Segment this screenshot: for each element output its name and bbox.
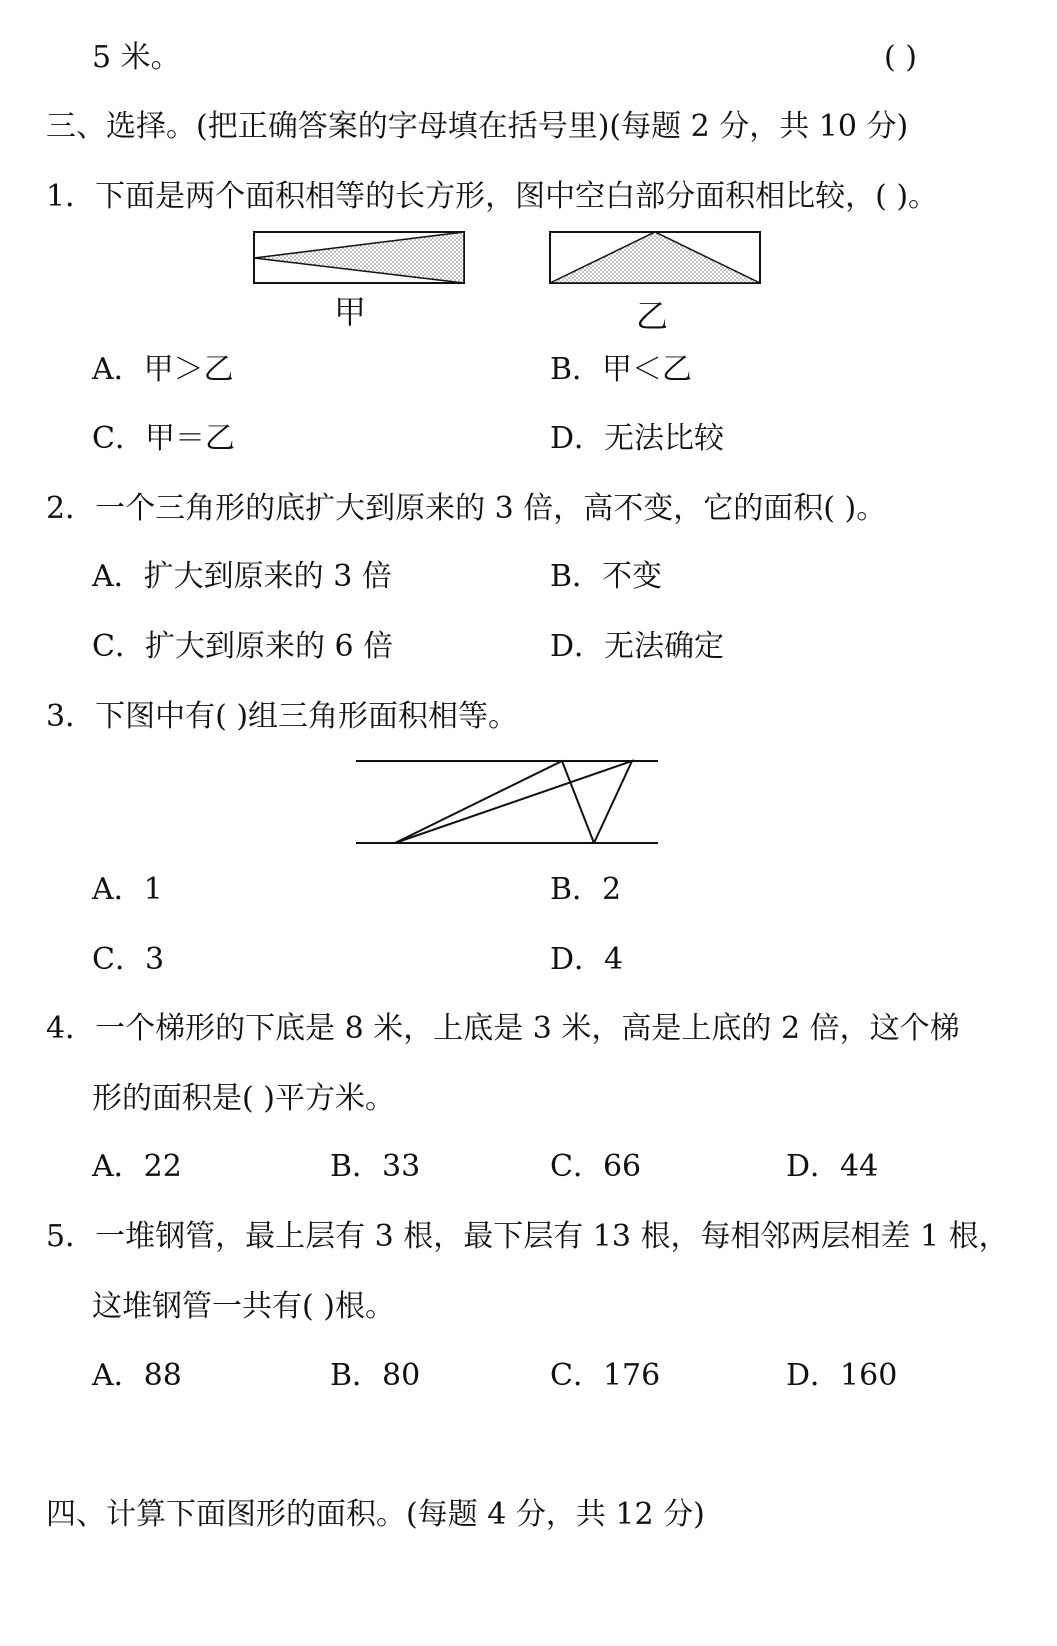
q2-option-d[interactable]: D．无法确定: [550, 629, 725, 664]
q5-stem-line2: 这堆钢管一共有( )根。: [92, 1289, 395, 1324]
label-yi: 乙: [636, 297, 669, 335]
q2-option-c[interactable]: C．扩大到原来的 6 倍: [92, 629, 394, 664]
q2-option-a[interactable]: A．扩大到原来的 3 倍: [92, 559, 392, 594]
q3-option-d[interactable]: D．4: [550, 942, 624, 977]
q3-option-c[interactable]: C．3: [92, 942, 165, 977]
q4-option-d[interactable]: D．44: [786, 1149, 879, 1184]
q5-option-d[interactable]: D．160: [786, 1358, 898, 1393]
q1-figure: [0, 225, 1057, 305]
q4-option-b[interactable]: B．33: [330, 1149, 421, 1184]
q1-option-c[interactable]: C．甲＝乙: [92, 421, 235, 456]
q1-option-a[interactable]: A．甲＞乙: [92, 352, 234, 387]
section-3-heading: 三、选择。(把正确答案的字母填在括号里)(每题 2 分，共 10 分): [46, 109, 909, 144]
prev-question-tail: 5 米。: [92, 40, 181, 75]
q4-option-c[interactable]: C．66: [550, 1149, 642, 1184]
triangle-1: [395, 761, 594, 843]
q3-stem: 3．下图中有( )组三角形面积相等。: [46, 699, 519, 734]
q2-stem: 2．一个三角形的底扩大到原来的 3 倍，高不变，它的面积( )。: [46, 491, 887, 526]
q5-option-c[interactable]: C．176: [550, 1358, 661, 1393]
label-jia: 甲: [334, 293, 367, 331]
q4-stem-line2: 形的面积是( )平方米。: [92, 1081, 395, 1116]
q3-figure: [0, 752, 1057, 852]
section-4-heading: 四、计算下面图形的面积。(每题 4 分，共 12 分): [46, 1497, 705, 1532]
q2-option-b[interactable]: B．不变: [550, 559, 663, 594]
q5-option-a[interactable]: A．88: [92, 1358, 182, 1393]
answer-bracket[interactable]: ( ): [884, 40, 917, 75]
q5-option-b[interactable]: B．80: [330, 1358, 421, 1393]
triangle-2: [395, 761, 632, 843]
q4-option-a[interactable]: A．22: [92, 1149, 182, 1184]
q5-stem-line1: 5．一堆钢管，最上层有 3 根，最下层有 13 根，每相邻两层相差 1 根，: [46, 1219, 1009, 1254]
q1-stem: 1．下面是两个面积相等的长方形，图中空白部分面积相比较，( )。: [46, 179, 939, 214]
q3-option-a[interactable]: A．1: [92, 872, 163, 907]
q3-option-b[interactable]: B．2: [550, 872, 622, 907]
q4-stem-line1: 4．一个梯形的下底是 8 米，上底是 3 米，高是上底的 2 倍，这个梯: [46, 1011, 960, 1046]
q1-option-b[interactable]: B．甲＜乙: [550, 352, 693, 387]
q1-option-d[interactable]: D．无法比较: [550, 421, 725, 456]
